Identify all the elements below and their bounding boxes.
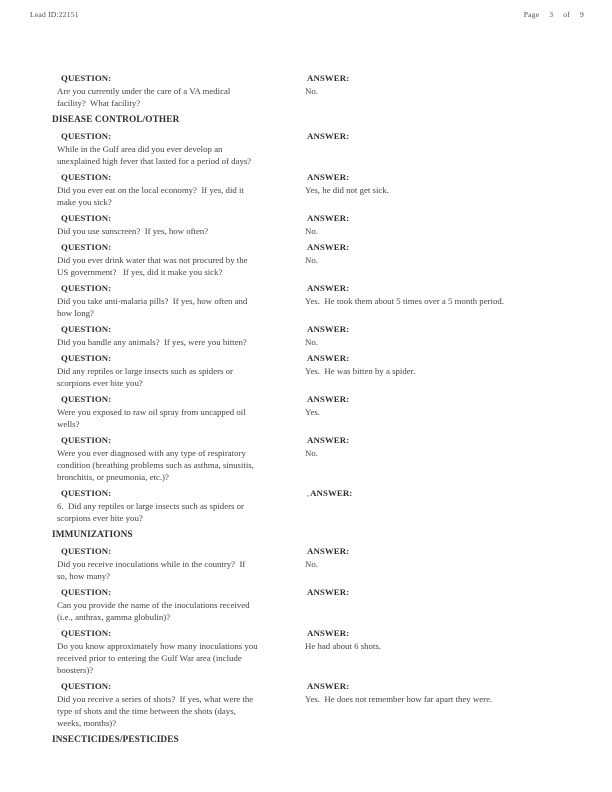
question-label: QUESTION:: [61, 628, 112, 638]
question-text-line: facility? What facility?: [57, 98, 141, 108]
question-column: [52, 282, 303, 319]
page-indicator: [524, 10, 584, 19]
question-column: [52, 323, 303, 348]
answer-label: [303, 352, 568, 365]
answer-text-line: No.: [305, 337, 318, 347]
question-text-line: Are you currently under the care of a VA medical: [57, 86, 231, 96]
qa-row: [52, 586, 568, 623]
question-text-line: Were you ever diagnosed with any type of respiratory: [57, 448, 246, 458]
qa-row: [52, 282, 568, 319]
question-text-line: received prior to entering the Gulf War area (include: [57, 653, 242, 663]
answer-column: [303, 130, 568, 167]
answer-label: [303, 586, 568, 599]
question-column: [52, 212, 303, 237]
qa-row: [52, 241, 568, 278]
answer-column: [303, 352, 568, 389]
page-word: Page: [523, 10, 540, 19]
question-label: QUESTION:: [61, 681, 112, 691]
question-text-line: scorpions ever bite you?: [57, 513, 143, 523]
answer-label-text: ANSWER:: [307, 628, 350, 638]
answer-text-line: Yes. He does not remember how far apart they were.: [305, 694, 493, 704]
answer-label-text: ANSWER:: [307, 213, 350, 223]
question-column: [52, 72, 303, 109]
question-column: [52, 545, 303, 582]
question-text-line: wells?: [57, 419, 80, 429]
answer-label-text: ANSWER:: [307, 131, 350, 141]
qa-row: [52, 171, 568, 208]
answer-text-line: No.: [305, 559, 318, 569]
qa-row: [52, 680, 568, 729]
answer-label-text: ANSWER:: [310, 488, 353, 498]
question-column: [52, 130, 303, 167]
answer-label: [303, 545, 568, 558]
question-text-line: Did you take anti-malaria pills? If yes, how often and: [57, 296, 248, 306]
page-of: of: [563, 10, 570, 19]
qa-row: [52, 627, 568, 676]
answer-text-line: He had about 6 shots.: [305, 641, 381, 651]
question-text-line: scorpions ever bite you?: [57, 378, 143, 388]
qa-row: [52, 434, 568, 483]
question-text-line: 6. Did any reptiles or large insects such as spiders or: [57, 501, 244, 511]
question-column: [52, 434, 303, 483]
lead-id: Lead ID:22151: [30, 10, 79, 19]
question-text-line: bronchitis, or pneumonia, etc.)?: [57, 472, 169, 482]
question-text-line: unexplained high fever that lasted for a period of days?: [57, 156, 252, 166]
answer-text-line: No.: [305, 255, 318, 265]
answer-label-text: ANSWER:: [307, 681, 350, 691]
answer-label: [303, 680, 568, 693]
question-text-line: Did you handle any animals? If yes, were you bitten?: [57, 337, 247, 347]
question-text-line: Did you ever eat on the local economy? If yes, did it: [57, 185, 244, 195]
answer-label-text: ANSWER:: [307, 324, 350, 334]
answer-column: [303, 241, 568, 278]
answer-label-text: ANSWER:: [307, 435, 350, 445]
qa-row: [52, 72, 568, 109]
question-column: [52, 627, 303, 676]
qa-row: [52, 352, 568, 389]
page-total: 9: [580, 10, 584, 19]
question-label: QUESTION:: [61, 131, 112, 141]
answer-label: [303, 323, 568, 336]
question-column: [52, 586, 303, 623]
question-label: QUESTION:: [61, 73, 112, 83]
question-text-line: type of shots and the time between the shots (days,: [57, 706, 236, 716]
question-text-line: Did you use sunscreen? If yes, how often?: [57, 226, 209, 236]
answer-column: [303, 171, 568, 208]
answer-label: [303, 282, 568, 295]
answer-column: [303, 323, 568, 348]
qa-row: [52, 487, 568, 524]
answer-label-text: ANSWER:: [307, 172, 350, 182]
answer-label: [303, 171, 568, 184]
question-column: [52, 171, 303, 208]
answer-column: [303, 586, 568, 623]
answer-label: [303, 434, 568, 447]
qa-row: [52, 212, 568, 237]
question-label: QUESTION:: [61, 324, 112, 334]
question-label: QUESTION:: [61, 172, 112, 182]
answer-label: [303, 72, 568, 85]
answer-column: [303, 72, 568, 109]
answer-column: [303, 434, 568, 483]
answer-column: [303, 282, 568, 319]
question-text-line: so, how many?: [57, 571, 111, 581]
question-text-line: Did you receive inoculations while in the country? If: [57, 559, 246, 569]
stray-mark: ,: [307, 489, 310, 498]
answer-label-text: ANSWER:: [307, 394, 350, 404]
question-column: [52, 487, 303, 524]
question-label: QUESTION:: [61, 587, 112, 597]
question-text-line: Did any reptiles or large insects such as spiders or: [57, 366, 233, 376]
answer-label-text: ANSWER:: [307, 353, 350, 363]
section-heading: IMMUNIZATIONS: [52, 530, 133, 540]
page-number: 3: [549, 10, 554, 19]
answer-label-text: ANSWER:: [307, 73, 350, 83]
question-column: [52, 393, 303, 430]
answer-column: [303, 487, 568, 524]
answer-text-line: No.: [305, 448, 318, 458]
answer-label-text: ANSWER:: [307, 242, 350, 252]
question-text-line: Do you know approximately how many inoculations you: [57, 641, 258, 651]
question-text-line: make you sick?: [57, 197, 112, 207]
question-text-line: Can you provide the name of the inoculations received: [57, 600, 250, 610]
question-label: QUESTION:: [61, 488, 112, 498]
answer-label: [303, 130, 568, 143]
answer-label-text: ANSWER:: [307, 283, 350, 293]
question-text-line: weeks, months)?: [57, 718, 117, 728]
answer-text-line: Yes, he did not get sick.: [305, 185, 389, 195]
answer-text-line: No.: [305, 86, 318, 96]
qa-row: [52, 393, 568, 430]
qa-row: [52, 323, 568, 348]
answer-column: [303, 627, 568, 676]
answer-label: [303, 241, 568, 254]
question-text-line: (i.e., anthrax, gamma globulin)?: [57, 612, 171, 622]
question-column: [52, 241, 303, 278]
question-column: [52, 680, 303, 729]
answer-text-line: Yes. He took them about 5 times over a 5 month period.: [305, 296, 504, 306]
answer-text-line: Yes.: [305, 407, 320, 417]
question-label: QUESTION:: [61, 242, 112, 252]
question-text-line: boosters)?: [57, 665, 94, 675]
answer-label-text: ANSWER:: [307, 587, 350, 597]
answer-label: [303, 627, 568, 640]
section-heading: INSECTICIDES/PESTICIDES: [52, 735, 179, 745]
qa-content: [52, 72, 568, 750]
answer-label: [303, 487, 568, 500]
question-text-line: While in the Gulf area did you ever develop an: [57, 144, 223, 154]
qa-row: [52, 130, 568, 167]
question-label: QUESTION:: [61, 394, 112, 404]
question-text-line: condition (breathing problems such as asthma, sinusitis,: [57, 460, 254, 470]
question-column: [52, 352, 303, 389]
question-label: QUESTION:: [61, 353, 112, 363]
answer-column: [303, 680, 568, 729]
answer-text-line: Yes. He was bitten by a spider.: [305, 366, 416, 376]
section-heading: DISEASE CONTROL/OTHER: [52, 115, 180, 125]
answer-column: [303, 393, 568, 430]
qa-row: [52, 545, 568, 582]
answer-column: [303, 212, 568, 237]
answer-column: [303, 545, 568, 582]
question-text-line: Were you exposed to raw oil spray from uncapped oil: [57, 407, 246, 417]
answer-label-text: ANSWER:: [307, 546, 350, 556]
question-text-line: Did you ever drink water that was not procured by the: [57, 255, 248, 265]
question-label: QUESTION:: [61, 213, 112, 223]
answer-text-line: No.: [305, 226, 318, 236]
question-text-line: US government? If yes, did it make you sick?: [57, 267, 223, 277]
answer-label: [303, 212, 568, 225]
question-text-line: how long?: [57, 308, 94, 318]
document-header: [30, 10, 584, 19]
question-label: QUESTION:: [61, 283, 112, 293]
question-label: QUESTION:: [61, 435, 112, 445]
question-label: QUESTION:: [61, 546, 112, 556]
question-text-line: Did you receive a series of shots? If yes, what were the: [57, 694, 254, 704]
answer-label: [303, 393, 568, 406]
